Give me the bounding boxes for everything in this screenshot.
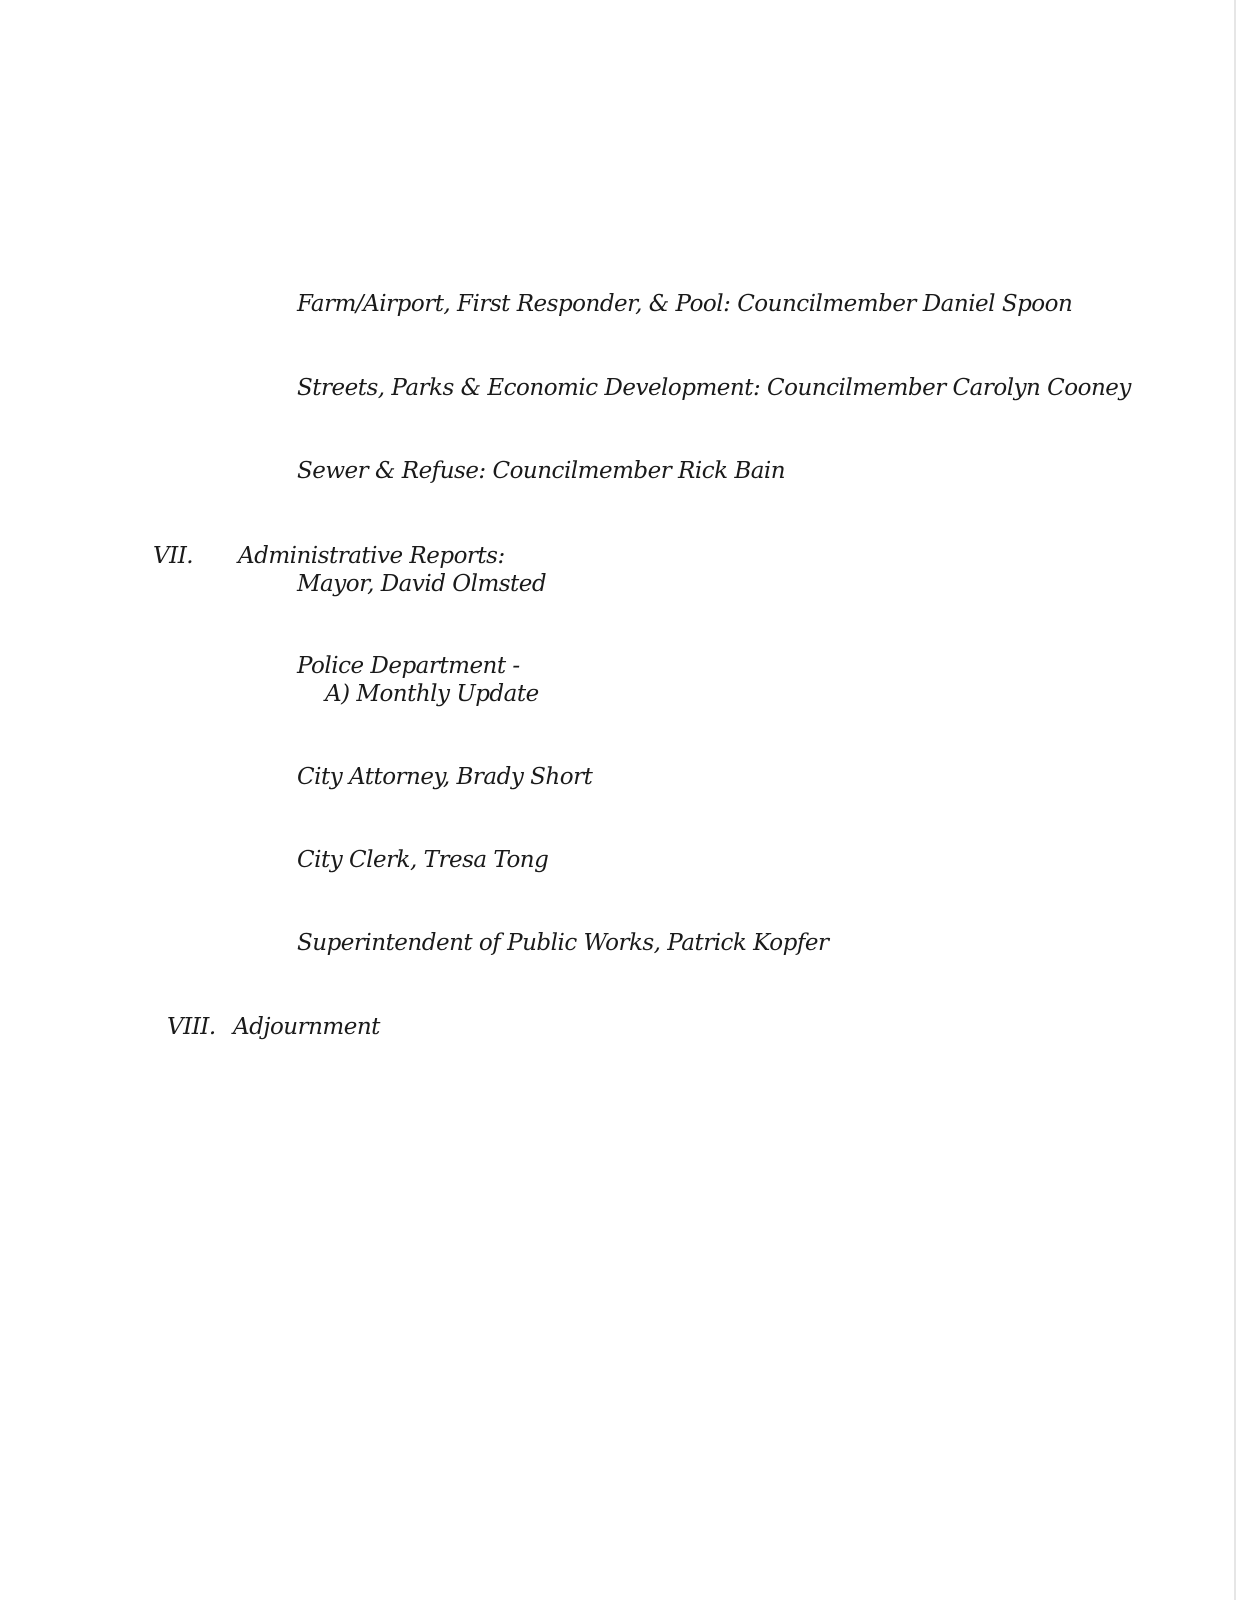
report-public-works: Superintendent of Public Works, Patrick Kopfer [297, 930, 829, 956]
report-police-monthly-update: A) Monthly Update [325, 681, 539, 707]
committee-streets-parks: Streets, Parks & Economic Development: Councilmember Carolyn Cooney [297, 375, 1131, 401]
section-7-heading: Administrative Reports: [238, 543, 505, 569]
section-8-numeral: VIII. [167, 1014, 216, 1040]
committee-farm-airport: Farm/Airport, First Responder, & Pool: Councilmember Daniel Spoon [297, 291, 1073, 317]
report-mayor: Mayor, David Olmsted [297, 571, 547, 597]
section-7-numeral: VII. [153, 543, 194, 569]
section-8-heading: Adjournment [233, 1014, 380, 1040]
report-police-department: Police Department - [297, 653, 520, 679]
report-city-clerk: City Clerk, Tresa Tong [297, 847, 549, 873]
report-city-attorney: City Attorney, Brady Short [297, 764, 593, 790]
committee-sewer-refuse: Sewer & Refuse: Councilmember Rick Bain [297, 458, 786, 484]
